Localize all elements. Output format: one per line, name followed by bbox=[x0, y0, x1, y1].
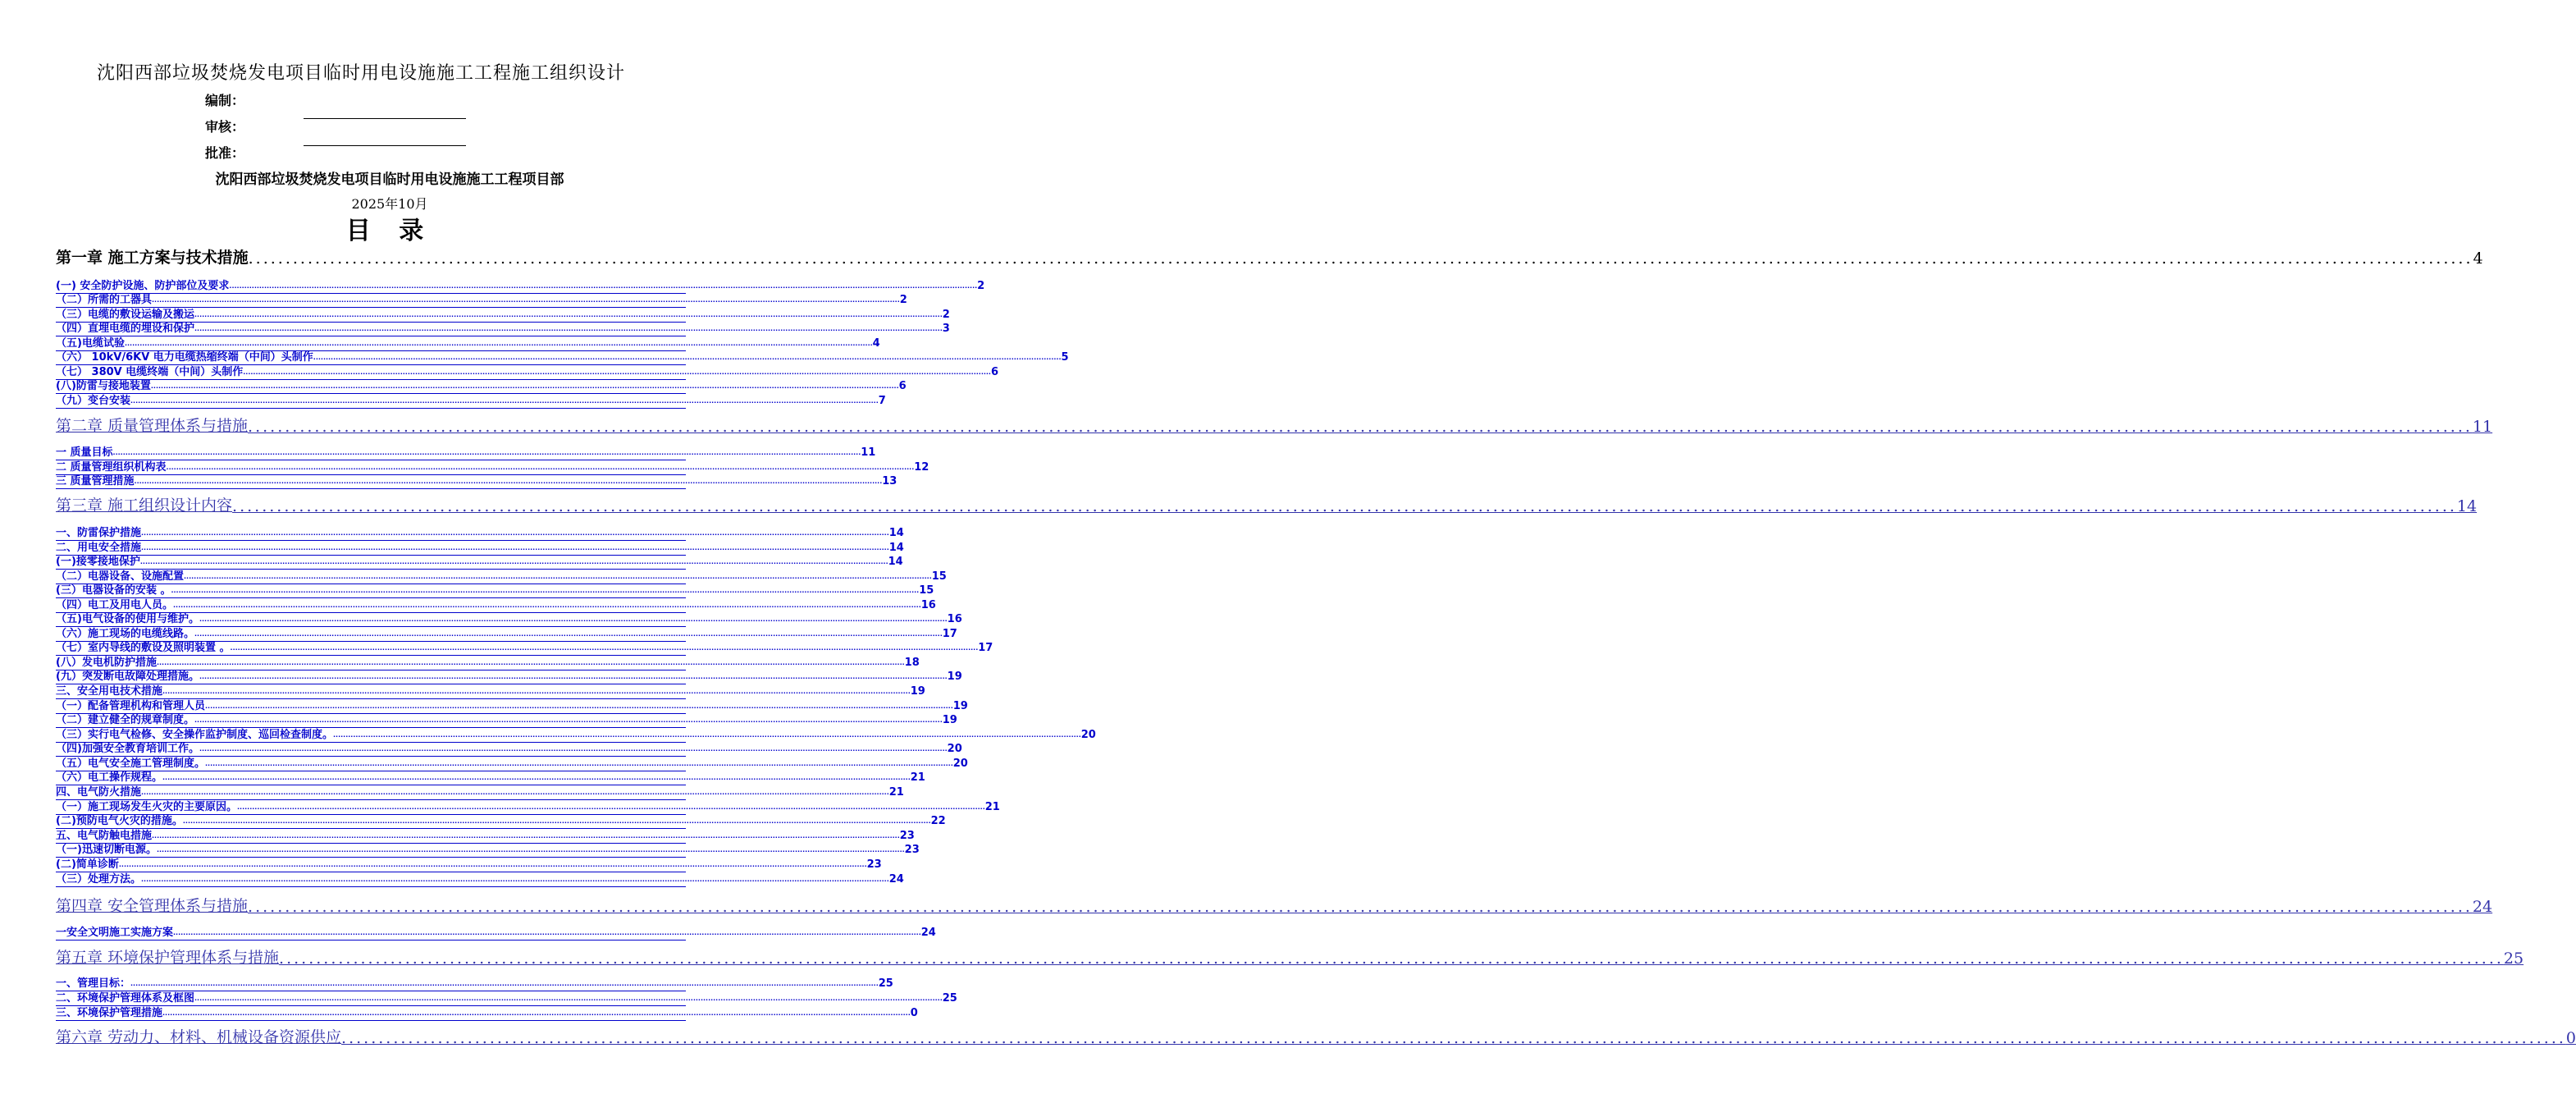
toc-dot-leader: ............................................................................................................................................................................................................................................................................................................ bbox=[194, 630, 943, 638]
toc-entry-title: (八)防雷与接地装置 bbox=[56, 380, 151, 392]
toc-section-link[interactable] bbox=[56, 474, 897, 489]
toc-entry-title: 第四章 安全管理体系与措施 bbox=[56, 897, 249, 915]
toc-page-number: 25 bbox=[2503, 950, 2524, 968]
toc-page-number: 17 bbox=[978, 642, 993, 654]
toc-entry-title: （六）电工操作规程。 bbox=[56, 771, 163, 784]
toc-entry-title: 第一章 施工方案与技术措施 bbox=[56, 249, 249, 267]
toc-page-number: 5 bbox=[1061, 351, 1069, 364]
toc-entry-title: 三、安全用电技术措施 bbox=[56, 685, 163, 698]
toc-page-number: 14 bbox=[888, 527, 904, 539]
toc-section-link[interactable] bbox=[56, 641, 993, 656]
toc-section-link[interactable] bbox=[56, 541, 904, 556]
toc-entry-title: （六）施工现场的电缆线路。 bbox=[56, 628, 195, 640]
toc-section-link[interactable] bbox=[56, 991, 957, 1006]
toc-page-number: 20 bbox=[947, 743, 962, 755]
toc-dot-leader: ............................................................................................................................................................................................................................................................................................................ bbox=[156, 659, 905, 666]
toc-dot-leader: ............................................................................................................................................................................................................................................................................................................ bbox=[150, 382, 899, 390]
toc-entry-title: （三）实行电气检修、安全操作监护制度、巡回检查制度。 bbox=[56, 729, 334, 741]
toc-section-link[interactable] bbox=[56, 584, 934, 598]
toc-dot-leader: ............................................................................................................................................................................................................................................................................................................ bbox=[232, 497, 2457, 515]
toc-page-number: 15 bbox=[919, 584, 934, 597]
toc-dot-leader: ............................................................................................................................................................................................................................................................................................................ bbox=[124, 340, 873, 347]
toc-entry-title: 第三章 施工组织设计内容 bbox=[56, 497, 233, 515]
toc-dot-leader: ............................................................................................................................................................................................................................................................................................................ bbox=[152, 832, 900, 840]
toc-page-number: 19 bbox=[952, 700, 968, 712]
toc-page-number: 0 bbox=[910, 1007, 918, 1019]
toc-section-link[interactable] bbox=[56, 757, 968, 771]
toc-section-link[interactable] bbox=[56, 785, 904, 800]
toc-page-number: 24 bbox=[2472, 898, 2493, 916]
toc-dot-leader: ............................................................................................................................................................................................................................................................................................................ bbox=[182, 817, 931, 825]
toc-entry-title: （二）所需的工器具 bbox=[56, 294, 153, 306]
toc-entry-title: （三）电缆的敷设运输及搬运 bbox=[56, 309, 195, 321]
toc-section-link[interactable] bbox=[56, 728, 1096, 743]
toc-section-link[interactable] bbox=[56, 684, 925, 699]
toc-section-link[interactable] bbox=[56, 771, 925, 785]
toc-dot-leader: ............................................................................................................................................................................................................................................................................................................ bbox=[248, 249, 2473, 268]
toc-section-link[interactable] bbox=[56, 977, 893, 991]
toc-dot-leader: ............................................................................................................................................................................................................................................................................................................ bbox=[341, 1029, 2566, 1047]
toc-entry-title: 二、用电安全措施 bbox=[56, 542, 142, 554]
toc-dot-leader: ............................................................................................................................................................................................................................................................................................................ bbox=[194, 716, 943, 724]
toc-page-number: 21 bbox=[910, 771, 925, 784]
toc-dot-leader: ............................................................................................................................................................................................................................................................................................................ bbox=[199, 616, 948, 623]
toc-dot-leader: ............................................................................................................................................................................................................................................................................................................ bbox=[243, 368, 991, 376]
toc-page-number: 12 bbox=[914, 461, 929, 474]
toc-dot-leader: ............................................................................................................................................................................................................................................................................................................ bbox=[141, 544, 889, 552]
toc-page-number: 23 bbox=[866, 858, 882, 871]
toc-dot-leader: ............................................................................................................................................................................................................................................................................................................ bbox=[162, 688, 911, 695]
toc-section-link[interactable] bbox=[56, 293, 907, 308]
toc-chapter-link[interactable] bbox=[56, 945, 2524, 968]
toc-page-number: 6 bbox=[898, 380, 907, 392]
toc-dot-leader: ............................................................................................................................................................................................................................................................................................................ bbox=[205, 760, 953, 767]
toc-page-number: 14 bbox=[888, 556, 903, 568]
toc-dot-leader: ............................................................................................................................................................................................................................................................................................................ bbox=[248, 898, 2473, 916]
toc-section-link[interactable] bbox=[56, 1006, 918, 1021]
toc-entry-title: （二）建立健全的规章制度。 bbox=[56, 714, 195, 726]
toc-dot-leader: ............................................................................................................................................................................................................................................................................................................ bbox=[237, 803, 985, 811]
toc-page-number: 19 bbox=[910, 685, 925, 698]
toc-dot-leader: ............................................................................................................................................................................................................................................................................................................ bbox=[199, 673, 948, 680]
toc-section-link[interactable] bbox=[56, 336, 880, 351]
toc-entry-title: （九）变台安装 bbox=[56, 395, 131, 407]
toc-section-link[interactable] bbox=[56, 814, 946, 829]
toc-entry-title: （一）配备管理机构和管理人员 bbox=[56, 700, 206, 712]
toc-page-number: 20 bbox=[952, 757, 968, 770]
toc-page-number: 25 bbox=[878, 977, 893, 990]
toc-page-number: 19 bbox=[947, 670, 962, 683]
toc-dot-leader: ............................................................................................................................................................................................................................................................................................................ bbox=[194, 311, 943, 318]
toc-dot-leader: ............................................................................................................................................................................................................................................................................................................ bbox=[134, 478, 883, 485]
toc-page-number: 19 bbox=[942, 714, 957, 726]
toc-page-number: 20 bbox=[1080, 729, 1096, 741]
toc-section-link[interactable] bbox=[56, 829, 915, 844]
toc-page-number: 14 bbox=[888, 542, 904, 554]
toc-entry-title: （一)迅速切断电源。 bbox=[56, 844, 157, 856]
toc-page-number: 22 bbox=[930, 815, 946, 827]
toc-dot-leader: ............................................................................................................................................................................................................................................................................................................ bbox=[156, 846, 905, 854]
toc-page-number: 4 bbox=[872, 337, 880, 350]
toc-chapter-link[interactable] bbox=[56, 492, 2478, 515]
toc-entry-title: (一)接零接地保护 bbox=[56, 556, 140, 568]
toc-section-link[interactable] bbox=[56, 379, 907, 394]
toc-page-number: 24 bbox=[920, 927, 936, 939]
toc-dot-leader: ............................................................................................................................................................................................................................................................................................................ bbox=[194, 325, 943, 332]
toc-chapter-link[interactable] bbox=[56, 893, 2493, 916]
toc-page-number: 14 bbox=[2456, 497, 2478, 515]
toc-dot-leader: ............................................................................................................................................................................................................................................................................................................ bbox=[141, 876, 889, 883]
toc-section-link[interactable] bbox=[56, 460, 929, 475]
toc-entry-title: 一安全文明施工实施方案 bbox=[56, 927, 174, 939]
toc-dot-leader: ............................................................................................................................................................................................................................................................................................................ bbox=[130, 980, 879, 987]
toc-entry-title: (一) 安全防护设施、防护部位及要求 bbox=[56, 280, 230, 292]
toc-entry-title: (二)简单诊断 bbox=[56, 858, 119, 871]
toc-entry-title: 第五章 环境保护管理体系与措施 bbox=[56, 949, 280, 967]
toc-section-link[interactable] bbox=[56, 670, 962, 684]
toc-entry-title: 一、防雷保护措施 bbox=[56, 527, 142, 539]
toc-page-number: 2 bbox=[899, 294, 907, 306]
toc-page-number: 25 bbox=[942, 992, 957, 1005]
toc-page-number: 6 bbox=[990, 366, 999, 378]
toc-section-link[interactable] bbox=[56, 350, 1069, 365]
toc-page-number: 7 bbox=[878, 395, 886, 407]
toc-dot-leader: ............................................................................................................................................................................................................................................................................................................ bbox=[139, 558, 888, 565]
toc-entry-title: (三）电器设备的安装 。 bbox=[56, 584, 171, 597]
toc-page-number: 11 bbox=[2472, 418, 2493, 436]
toc-entry-title: （五）电气安全施工管理制度。 bbox=[56, 757, 206, 770]
toc-section-link[interactable] bbox=[56, 612, 962, 627]
toc-section-link[interactable] bbox=[56, 394, 886, 409]
toc-entry-title: 三、环境保护管理措施 bbox=[56, 1007, 163, 1019]
toc-dot-leader: ............................................................................................................................................................................................................................................................................................................ bbox=[184, 573, 932, 580]
toc-entry-title: 三 质量管理措施 bbox=[56, 475, 135, 487]
toc-dot-leader: ............................................................................................................................................................................................................................................................................................................ bbox=[112, 449, 861, 456]
toc-entry-title: 五、电气防触电措施 bbox=[56, 830, 153, 842]
toc-section-link[interactable] bbox=[56, 365, 999, 380]
toc-entry-title: （六） 10kV/6KV 电力电缆热缩终端（中间）头制作 bbox=[56, 351, 313, 364]
toc-dot-leader: ............................................................................................................................................................................................................................................................................................................ bbox=[162, 774, 911, 781]
toc-section-link[interactable] bbox=[56, 843, 920, 858]
toc-dot-leader: ............................................................................................................................................................................................................................................................................................................ bbox=[173, 602, 921, 609]
toc-chapter-link[interactable] bbox=[56, 245, 2483, 268]
toc-entry-title: (八）发电机防护措施 bbox=[56, 657, 157, 669]
toc-page-number: 15 bbox=[931, 570, 947, 583]
toc-entry-title: （五)电气设备的使用与维护。 bbox=[56, 613, 199, 625]
toc-section-link[interactable] bbox=[56, 526, 904, 541]
toc-chapter-link[interactable] bbox=[56, 1024, 2576, 1047]
toc-entry-title: （四)加强安全教育培训工作。 bbox=[56, 743, 199, 755]
toc-page-number: 2 bbox=[977, 280, 985, 292]
toc-entry-title: （二）电器设备、设施配置 bbox=[56, 570, 185, 583]
toc-entry-title: （一）施工现场发生火灾的主要原因。 bbox=[56, 801, 238, 813]
signature-line bbox=[304, 118, 466, 119]
toc-entry-title: 二、环境保护管理体系及框图 bbox=[56, 992, 195, 1005]
toc-dot-leader: ............................................................................................................................................................................................................................................................................................................ bbox=[118, 861, 867, 868]
toc-page-number: 23 bbox=[899, 830, 915, 842]
toc-section-link[interactable] bbox=[56, 699, 968, 714]
toc-section-link[interactable] bbox=[56, 926, 936, 941]
toc-section-link[interactable] bbox=[56, 713, 957, 728]
toc-dot-leader: ............................................................................................................................................................................................................................................................................................................ bbox=[141, 789, 889, 796]
toc-entry-title: 四、电气防火措施 bbox=[56, 786, 142, 799]
toc-dot-leader: ............................................................................................................................................................................................................................................................................................................ bbox=[279, 950, 2504, 968]
toc-entry-title: （七） 380V 电缆终端（中间）头制作 bbox=[56, 366, 244, 378]
toc-dot-leader: ............................................................................................................................................................................................................................................................................................................ bbox=[313, 354, 1062, 361]
toc-section-link[interactable] bbox=[56, 555, 903, 570]
toc-dot-leader: ............................................................................................................................................................................................................................................................................................................ bbox=[205, 703, 953, 710]
toc-section-link[interactable] bbox=[56, 446, 876, 460]
toc-dot-leader: ............................................................................................................................................................................................................................................................................................................ bbox=[248, 418, 2473, 436]
toc-entry-title: （五)电缆试验 bbox=[56, 337, 125, 350]
toc-dot-leader: ............................................................................................................................................................................................................................................................................................................ bbox=[171, 587, 920, 594]
toc-section-link[interactable] bbox=[56, 800, 1000, 815]
toc-entry-title: （四）直埋电缆的埋设和保护 bbox=[56, 323, 195, 335]
toc-entry-title: 第二章 质量管理体系与措施 bbox=[56, 417, 249, 435]
toc-section-link[interactable] bbox=[56, 858, 882, 872]
toc-page-number: 0 bbox=[2565, 1029, 2576, 1047]
toc-dot-leader: ............................................................................................................................................................................................................................................................................................................ bbox=[229, 282, 978, 290]
organization-name: 沈阳西部垃圾焚烧发电项目临时用电设施施工工程项目部 bbox=[215, 172, 564, 188]
toc-page-number: 21 bbox=[888, 786, 904, 799]
toc-dot-leader: ............................................................................................................................................................................................................................................................................................................ bbox=[166, 464, 915, 471]
toc-page-number: 11 bbox=[861, 446, 876, 459]
toc-entry-title: (九）突发断电故障处理措施。 bbox=[56, 670, 199, 683]
toc-page-number: 13 bbox=[882, 475, 897, 487]
toc-entry-title: （四）电工及用电人员。 bbox=[56, 599, 174, 611]
toc-page-number: 17 bbox=[942, 628, 957, 640]
toc-section-link[interactable] bbox=[56, 308, 950, 323]
toc-dot-leader: ............................................................................................................................................................................................................................................................................................................ bbox=[230, 644, 979, 652]
toc-heading: 目 录 bbox=[345, 217, 434, 245]
reviewed-by-label: 审核： bbox=[205, 119, 245, 135]
toc-page-number: 24 bbox=[888, 873, 904, 886]
toc-section-link[interactable] bbox=[56, 279, 985, 294]
toc-section-link[interactable] bbox=[56, 742, 962, 757]
toc-dot-leader: ............................................................................................................................................................................................................................................................................................................ bbox=[333, 731, 1081, 739]
toc-page-number: 16 bbox=[920, 599, 936, 611]
toc-entry-title: (二)预防电气火灾的措施。 bbox=[56, 815, 183, 827]
toc-section-link[interactable] bbox=[56, 322, 950, 336]
toc-dot-leader: ............................................................................................................................................................................................................................................................................................................ bbox=[199, 745, 948, 753]
toc-page-number: 21 bbox=[984, 801, 1000, 813]
toc-dot-leader: ............................................................................................................................................................................................................................................................................................................ bbox=[173, 929, 921, 936]
compiled-by-label: 编制： bbox=[205, 93, 245, 108]
toc-page-number: 4 bbox=[2473, 249, 2483, 268]
toc-dot-leader: ............................................................................................................................................................................................................................................................................................................ bbox=[194, 995, 943, 1002]
toc-page-number: 3 bbox=[942, 323, 950, 335]
toc-section-link[interactable] bbox=[56, 598, 936, 613]
toc-dot-leader: ............................................................................................................................................................................................................................................................................................................ bbox=[141, 529, 889, 537]
signature-line bbox=[304, 145, 466, 146]
toc-page-number: 2 bbox=[942, 309, 950, 321]
toc-entry-title: （三）处理方法。 bbox=[56, 873, 142, 886]
toc-entry-title: （七）室内导线的敷设及照明装置 。 bbox=[56, 642, 231, 654]
document-date: 2025年10月 bbox=[351, 196, 428, 212]
toc-chapter-link[interactable] bbox=[56, 413, 2493, 436]
toc-page-number: 18 bbox=[904, 657, 920, 669]
toc-section-link[interactable] bbox=[56, 570, 947, 584]
toc-section-link[interactable] bbox=[56, 656, 920, 670]
toc-page-number: 23 bbox=[904, 844, 920, 856]
toc-entry-title: 一、管理目标： bbox=[56, 977, 131, 990]
toc-section-link[interactable] bbox=[56, 627, 957, 642]
approved-by-label: 批准： bbox=[205, 145, 245, 161]
toc-section-link[interactable] bbox=[56, 872, 904, 887]
toc-entry-title: 二 质量管理组织机构表 bbox=[56, 461, 167, 474]
toc-entry-title: 一 质量目标 bbox=[56, 446, 113, 459]
toc-dot-leader: ............................................................................................................................................................................................................................................................................................................ bbox=[162, 1009, 911, 1017]
toc-entry-title: 第六章 劳动力、材料、机械设备资源供应 bbox=[56, 1028, 342, 1046]
toc-dot-leader: ............................................................................................................................................................................................................................................................................................................ bbox=[130, 397, 879, 405]
toc-page-number: 16 bbox=[947, 613, 962, 625]
document-title: 沈阳西部垃圾焚烧发电项目临时用电设施施工工程施工组织设计 bbox=[97, 63, 626, 84]
toc-dot-leader: ............................................................................................................................................................................................................................................................................................................ bbox=[152, 296, 900, 304]
